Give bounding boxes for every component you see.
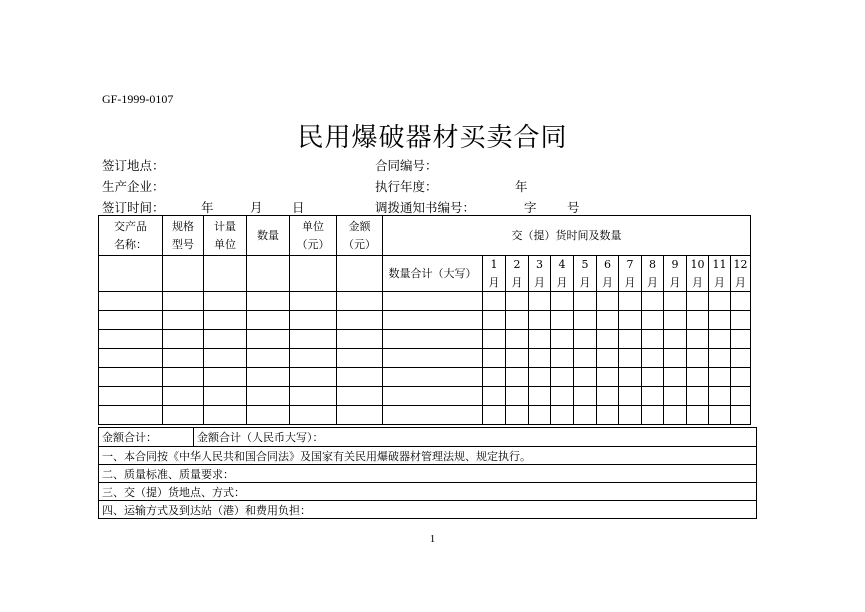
header-delivery-schedule: 交（提）货时间及数量 (383, 216, 751, 256)
table-cell (204, 311, 247, 330)
table-cell (204, 330, 247, 349)
table-cell (687, 330, 709, 349)
table-cell (642, 387, 664, 406)
table-cell (664, 406, 687, 425)
header-product: 交产品 名称： (99, 216, 163, 256)
contract-number-label: 合同编号： (375, 158, 438, 173)
table-cell (290, 368, 337, 387)
table-cell (731, 311, 751, 330)
table-cell (709, 349, 731, 368)
table-cell (99, 387, 163, 406)
table-cell (506, 368, 529, 387)
clause-1: 一、本合同按《中华人民共和国合同法》及国家有关民用爆破器材管理法规、规定执行。 (99, 447, 757, 465)
execution-year-unit: 年 (515, 179, 528, 194)
month-header-6: 6 月 (597, 256, 619, 292)
table-cell (337, 368, 383, 387)
header-amount: 金额 （元） (337, 216, 383, 256)
table-cell (619, 330, 642, 349)
table-cell (574, 330, 597, 349)
table-cell (204, 368, 247, 387)
month-header-5: 5 月 (574, 256, 597, 292)
table-row (99, 349, 751, 368)
allocation-hao-unit: 号 (567, 200, 580, 215)
table-cell (506, 311, 529, 330)
table-cell (529, 368, 551, 387)
month-header-12: 12 月 (731, 256, 751, 292)
table-cell (483, 330, 506, 349)
table-cell (687, 406, 709, 425)
sign-year-unit: 年 (201, 200, 214, 215)
table-cell (551, 387, 574, 406)
sign-day-unit: 日 (292, 200, 305, 215)
table-cell (163, 292, 204, 311)
month-header-1: 1 月 (483, 256, 506, 292)
table-cell (529, 387, 551, 406)
table-cell (247, 387, 290, 406)
table-cell (619, 387, 642, 406)
table-cell (204, 349, 247, 368)
table-cell (687, 368, 709, 387)
producer-label: 生产企业： (102, 179, 165, 194)
table-cell (597, 368, 619, 387)
table-cell (247, 330, 290, 349)
table-cell (551, 330, 574, 349)
table-row (99, 330, 751, 349)
table-cell (383, 330, 483, 349)
table-cell (383, 387, 483, 406)
allocation-zi-unit: 字 (524, 200, 537, 215)
clause-3: 三、交（提）货地点、方式： (99, 483, 757, 501)
table-cell (483, 387, 506, 406)
amount-rmb-label: 金额合计（人民币大写）： (194, 428, 757, 447)
table-cell (163, 406, 204, 425)
table-cell (483, 349, 506, 368)
table-row (99, 387, 751, 406)
table-cell (642, 349, 664, 368)
table-cell (163, 349, 204, 368)
table-cell (709, 406, 731, 425)
table-cell (247, 311, 290, 330)
table-cell (529, 406, 551, 425)
table-cell (551, 349, 574, 368)
table-cell (731, 368, 751, 387)
table-cell (619, 368, 642, 387)
table-cell (709, 330, 731, 349)
empty-cell (290, 256, 337, 292)
table-cell (483, 311, 506, 330)
table-cell (506, 292, 529, 311)
table-row (99, 292, 751, 311)
table-cell (687, 349, 709, 368)
clause-2: 二、质量标准、质量要求： (99, 465, 757, 483)
table-cell (99, 406, 163, 425)
table-cell (574, 292, 597, 311)
allocation-notice-label: 调拨通知书编号： (375, 200, 476, 215)
clause-4: 四、运输方式及到达站（港）和费用负担： (99, 501, 757, 519)
table-cell (247, 349, 290, 368)
header-unit-price: 单位 （元） (290, 216, 337, 256)
table-cell (619, 292, 642, 311)
table-cell (664, 292, 687, 311)
table-cell (506, 387, 529, 406)
header-total-quantity: 数量合计（大写） (383, 256, 483, 292)
table-row (99, 311, 751, 330)
table-cell (529, 330, 551, 349)
table-cell (664, 349, 687, 368)
table-cell (337, 387, 383, 406)
table-cell (337, 311, 383, 330)
table-cell (247, 292, 290, 311)
table-cell (619, 349, 642, 368)
table-cell (337, 292, 383, 311)
table-cell (483, 406, 506, 425)
table-cell (529, 311, 551, 330)
table-cell (99, 311, 163, 330)
table-cell (574, 368, 597, 387)
table-cell (290, 349, 337, 368)
page-number: 1 (429, 533, 436, 545)
table-cell (337, 406, 383, 425)
table-cell (383, 368, 483, 387)
table-cell (731, 349, 751, 368)
table-cell (709, 387, 731, 406)
table-cell (709, 292, 731, 311)
table-cell (574, 349, 597, 368)
table-cell (204, 387, 247, 406)
table-cell (574, 406, 597, 425)
table-cell (247, 406, 290, 425)
table-cell (687, 292, 709, 311)
header-spec: 规格 型号 (163, 216, 204, 256)
table-cell (551, 292, 574, 311)
table-cell (163, 387, 204, 406)
table-cell (529, 349, 551, 368)
month-header-7: 7 月 (619, 256, 642, 292)
table-cell (731, 330, 751, 349)
month-header-2: 2 月 (506, 256, 529, 292)
table-cell (337, 330, 383, 349)
table-cell (642, 311, 664, 330)
table-cell (642, 406, 664, 425)
table-cell (619, 406, 642, 425)
table-cell (574, 387, 597, 406)
table-cell (709, 368, 731, 387)
table-cell (99, 292, 163, 311)
month-header-10: 10 月 (687, 256, 709, 292)
table-cell (483, 292, 506, 311)
table-cell (664, 311, 687, 330)
table-cell (642, 292, 664, 311)
table-cell (687, 387, 709, 406)
table-cell (247, 368, 290, 387)
table-cell (664, 387, 687, 406)
table-cell (163, 368, 204, 387)
table-cell (597, 311, 619, 330)
table-cell (383, 406, 483, 425)
table-cell (731, 387, 751, 406)
empty-cell (99, 256, 163, 292)
table-cell (597, 330, 619, 349)
table-cell (597, 406, 619, 425)
table-cell (506, 406, 529, 425)
sign-month-unit: 月 (250, 200, 263, 215)
table-cell (597, 349, 619, 368)
product-table (98, 215, 751, 425)
empty-cell (204, 256, 247, 292)
table-cell (597, 292, 619, 311)
empty-cell (247, 256, 290, 292)
table-cell (642, 330, 664, 349)
table-cell (642, 368, 664, 387)
table-row (99, 368, 751, 387)
table-cell (551, 406, 574, 425)
table-cell (99, 368, 163, 387)
sign-time-label: 签订时间： (102, 200, 165, 215)
document-title: 民用爆破器材买卖合同 (297, 123, 568, 153)
table-cell (506, 330, 529, 349)
table-cell (163, 330, 204, 349)
sign-place-label: 签订地点： (102, 158, 165, 173)
month-header-3: 3 月 (529, 256, 551, 292)
table-cell (483, 368, 506, 387)
table-cell (731, 292, 751, 311)
empty-cell (163, 256, 204, 292)
header-quantity: 数量 (247, 216, 290, 256)
table-cell (204, 406, 247, 425)
table-cell (290, 406, 337, 425)
month-header-8: 8 月 (642, 256, 664, 292)
table-cell (551, 368, 574, 387)
table-cell (383, 292, 483, 311)
table-cell (506, 349, 529, 368)
header-unit: 计量 单位 (204, 216, 247, 256)
table-cell (290, 330, 337, 349)
table-cell (204, 292, 247, 311)
month-header-4: 4 月 (551, 256, 574, 292)
table-cell (290, 292, 337, 311)
table-cell (551, 311, 574, 330)
month-header-9: 9 月 (664, 256, 687, 292)
table-row (99, 406, 751, 425)
table-cell (383, 349, 483, 368)
table-cell (290, 311, 337, 330)
table-cell (99, 330, 163, 349)
table-cell (731, 406, 751, 425)
table-cell (99, 349, 163, 368)
execution-year-label: 执行年度： (375, 179, 438, 194)
table-cell (337, 349, 383, 368)
table-cell (664, 368, 687, 387)
table-cell (709, 311, 731, 330)
table-cell (619, 311, 642, 330)
table-cell (597, 387, 619, 406)
table-cell (529, 292, 551, 311)
table-cell (290, 387, 337, 406)
month-header-11: 11 月 (709, 256, 731, 292)
table-cell (574, 311, 597, 330)
table-cell (687, 311, 709, 330)
amount-total-label: 金额合计： (99, 428, 194, 447)
document-code: GF-1999-0107 (102, 92, 174, 106)
table-cell (383, 311, 483, 330)
table-cell (163, 311, 204, 330)
table-cell (664, 330, 687, 349)
empty-cell (337, 256, 383, 292)
contract-terms-table (98, 427, 757, 519)
